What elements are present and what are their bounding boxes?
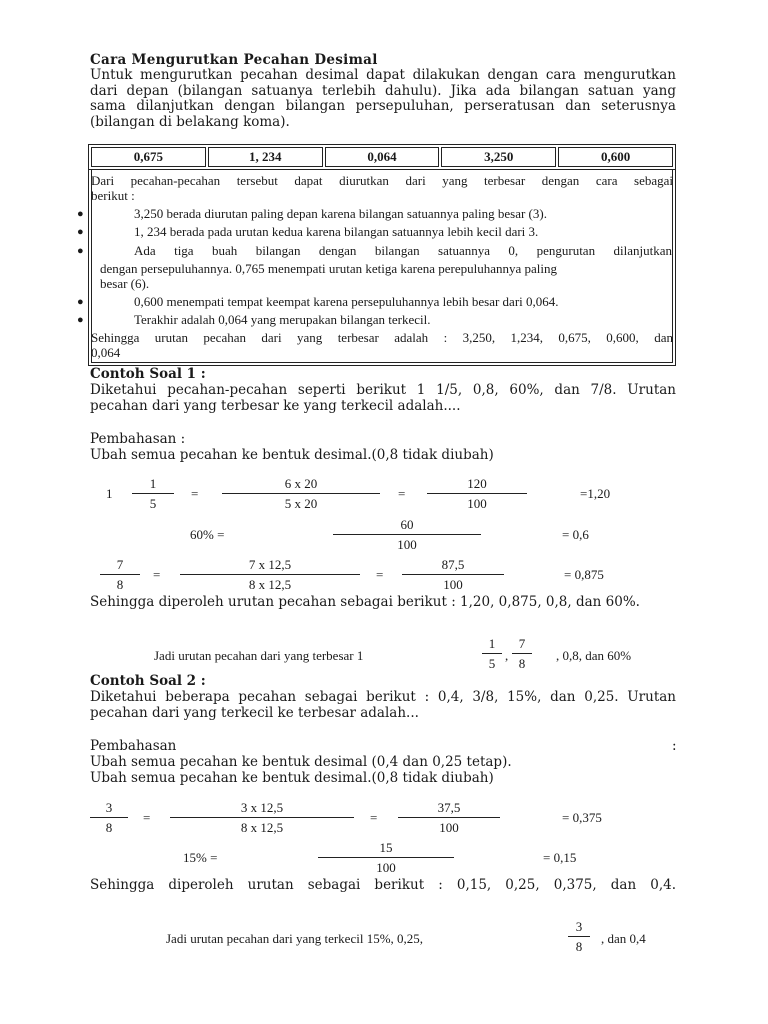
bullet-icon: ●	[77, 208, 84, 220]
bullet-item: ● Terakhir adalah 0,064 yang merupakan bilangan terkecil.	[77, 312, 431, 327]
intro-line: (bilangan di belakang koma).	[90, 113, 290, 130]
conclusion-tail: , 0,8, dan 60%	[556, 648, 632, 663]
result: = 0,15	[543, 850, 577, 865]
conclusion-tail: , dan 0,4	[601, 931, 646, 946]
denominator: 100	[467, 496, 487, 511]
denominator: 5	[149, 496, 157, 511]
table-cell: 0,600	[558, 147, 673, 167]
numerator: 7	[518, 636, 526, 651]
table-cell: 0,064	[325, 147, 440, 167]
fraction-bar	[90, 817, 128, 818]
example-heading: Contoh Soal 1 :	[90, 366, 206, 382]
result: = 0,6	[562, 527, 589, 542]
decimal-table	[88, 144, 676, 170]
intro-section	[90, 52, 676, 130]
conclusion-text: Jadi urutan pecahan dari yang terbesar 1	[154, 648, 364, 663]
numerator: 3	[105, 800, 113, 815]
fraction-bar	[482, 653, 502, 654]
result-line: Sehingga diperoleh urutan pecahan sebagai berikut : 1,20, 0,875, 0,8, dan 60%.	[90, 594, 640, 610]
numerator: 3	[575, 919, 583, 934]
bullet-icon: ●	[77, 296, 84, 308]
bullet-icon: ●	[77, 226, 84, 238]
numerator: 6 x 20	[284, 476, 318, 491]
denominator: 8	[575, 939, 583, 954]
table-cell: 1, 234	[208, 147, 323, 167]
denominator: 5 x 20	[284, 496, 318, 511]
result-line: Sehingga diperoleh urutan sebagai berikut : 0,15, 0,25, 0,375, dan 0,4.	[90, 877, 676, 893]
explanation-conclusion: Sehingga urutan pecahan dari yang terbesar adalah : 3,250, 1,234, 0,675, 0,600, dan	[91, 330, 673, 345]
question-line: Diketahui pecahan-pecahan seperti berikut 1 1/5, 0,8, 60%, dan 7/8. Urutan	[90, 382, 676, 398]
denominator: 5	[488, 656, 496, 671]
numerator: 15	[379, 840, 393, 855]
fraction-bar	[318, 857, 454, 858]
fraction-bar	[402, 574, 504, 575]
numerator: 7	[116, 557, 124, 572]
pembahasan-label: Pembahasan :	[90, 431, 186, 447]
lhs: 60% =	[190, 527, 225, 542]
example-heading: Contoh Soal 2 :	[90, 673, 206, 689]
bullet-continuation: besar (6).	[100, 276, 150, 291]
equals-sign: =	[398, 486, 406, 501]
pembahasan-label: Pembahasan	[90, 738, 177, 754]
intro-line: Untuk mengurutkan pecahan desimal dapat dilakukan dengan cara mengurutkan	[90, 67, 676, 83]
fraction-bar	[398, 817, 500, 818]
result: =1,20	[580, 486, 611, 501]
intro-line: dari depan (bilangan satuanya terlebih dahulu). Jika ada bilangan satuan yang	[90, 82, 676, 99]
equals-sign: =	[143, 810, 151, 825]
numerator: 120	[467, 476, 487, 491]
denominator: 100	[439, 820, 459, 835]
intro-line: sama dilanjutkan dengan bilangan persepuluhan, perseratusan dan seterusnya	[90, 98, 676, 114]
question-line: pecahan dari yang terkecil ke terbesar adalah...	[90, 705, 419, 721]
bullet-continuation: dengan persepuluhannya. 0,765 menempati urutan ketiga karena perepuluhannya paling	[100, 261, 558, 276]
bullet-icon: ●	[77, 245, 84, 257]
numerator: 1	[488, 636, 496, 651]
result: = 0,375	[562, 810, 602, 825]
numerator: 7 x 12,5	[248, 557, 292, 572]
whole-number: 1	[106, 486, 113, 501]
numerator: 37,5	[437, 800, 461, 815]
step-line: Ubah semua pecahan ke bentuk desimal (0,4 dan 0,25 tetap).	[90, 754, 512, 770]
step-line: Ubah semua pecahan ke bentuk desimal.(0,8 tidak diubah)	[90, 770, 494, 786]
fraction-bar	[512, 653, 532, 654]
bullet-item: ● 1, 234 berada pada urutan kedua karena bilangan satuannya lebih kecil dari 3.	[77, 224, 539, 239]
equals-sign: =	[191, 486, 199, 501]
equals-sign: =	[370, 810, 378, 825]
denominator: 8 x 12,5	[248, 577, 292, 592]
lhs: 15% =	[183, 850, 218, 865]
numerator: 60	[400, 517, 414, 532]
explanation-conclusion: 0,064	[91, 345, 121, 360]
fraction-bar	[222, 493, 380, 494]
fraction-bar	[427, 493, 527, 494]
question-line: Diketahui beberapa pecahan sebagai berikut : 0,4, 3/8, 15%, dan 0,25. Urutan	[90, 689, 676, 705]
result: = 0,875	[564, 567, 604, 582]
fraction-bar	[568, 936, 590, 937]
bullet-item: ● 3,250 berada diurutan paling depan karena bilangan satuannya paling besar (3).	[77, 206, 547, 221]
comma: ,	[505, 648, 509, 663]
fraction-bar	[333, 534, 481, 535]
explanation-intro: Dari pecahan-pecahan tersebut dapat diurutkan dari yang terbesar dengan cara sebagai	[91, 173, 673, 188]
step-line: Ubah semua pecahan ke bentuk desimal.(0,8 tidak diubah)	[90, 447, 494, 463]
table-cell: 0,675	[91, 147, 206, 167]
fraction-bar	[132, 493, 174, 494]
colon: :	[672, 738, 677, 754]
fraction-bar	[170, 817, 354, 818]
denominator: 8	[105, 820, 113, 835]
bullet-item: ● Ada tiga buah bilangan dengan bilangan satuannya 0, pengurutan dilanjutkan	[77, 243, 672, 258]
equals-sign: =	[376, 567, 384, 582]
numerator: 3 x 12,5	[240, 800, 284, 815]
section-title: Cara Mengurutkan Pecahan Desimal	[90, 52, 378, 68]
denominator: 100	[443, 577, 463, 592]
denominator: 100	[397, 537, 417, 552]
denominator: 100	[376, 860, 396, 875]
explanation-intro: berikut :	[91, 188, 135, 203]
table-cell: 3,250	[441, 147, 556, 167]
numerator: 87,5	[441, 557, 465, 572]
equals-sign: =	[153, 567, 161, 582]
denominator: 8	[116, 577, 124, 592]
bullet-icon: ●	[77, 314, 84, 326]
denominator: 8	[518, 656, 526, 671]
question-line: pecahan dari yang terbesar ke yang terkecil adalah....	[90, 398, 461, 414]
bullet-item: ● 0,600 menempati tempat keempat karena persepuluhannya lebih besar dari 0,064.	[77, 294, 559, 309]
fraction-bar	[100, 574, 140, 575]
conclusion-text: Jadi urutan pecahan dari yang terkecil 15%, 0,25,	[166, 931, 424, 946]
numerator: 1	[149, 476, 157, 491]
fraction-bar	[180, 574, 360, 575]
denominator: 8 x 12,5	[240, 820, 284, 835]
